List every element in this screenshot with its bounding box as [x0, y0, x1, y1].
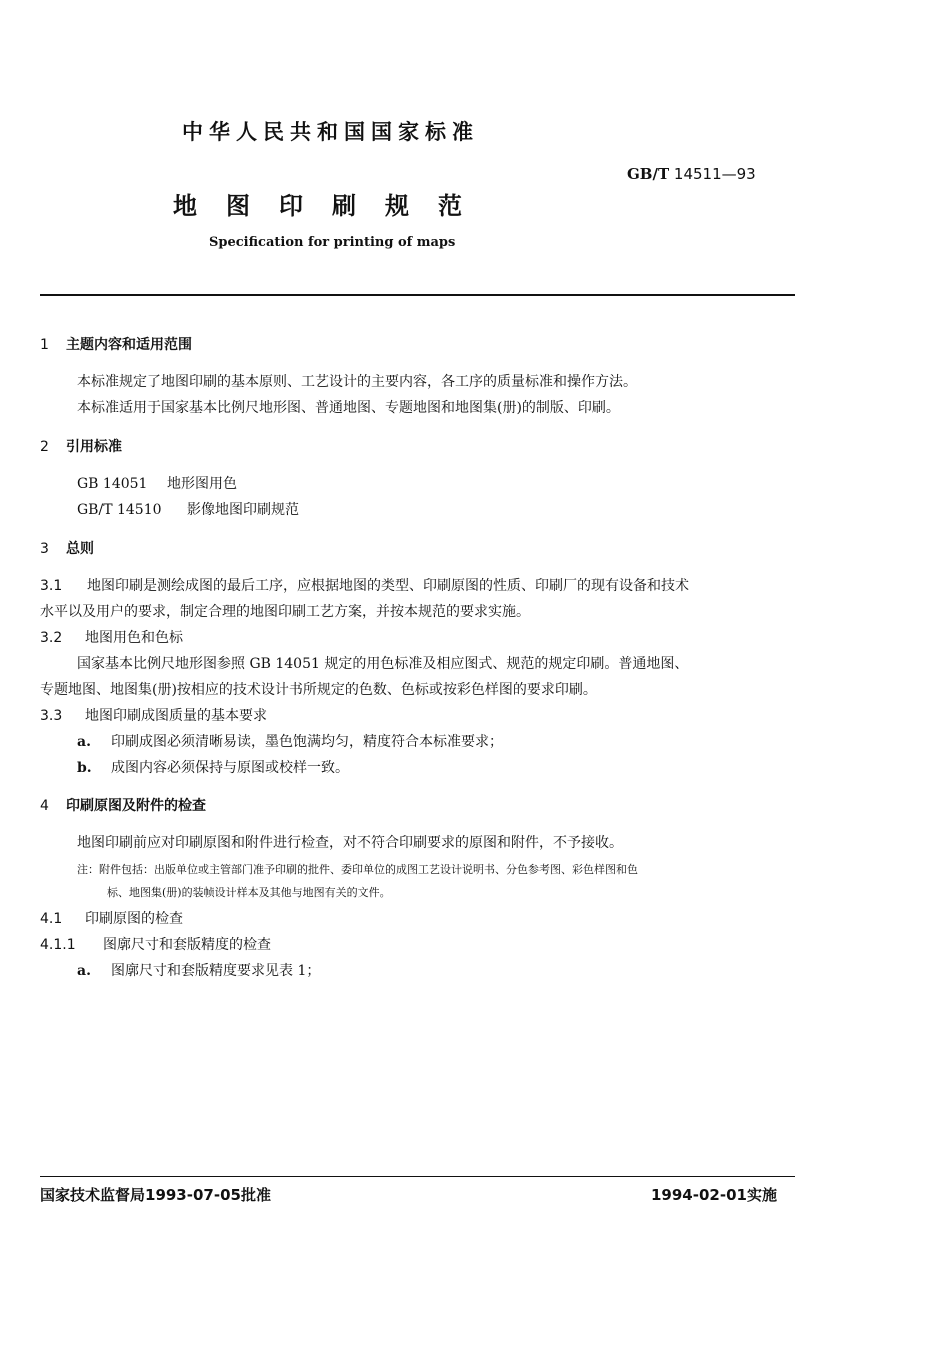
paragraph-continuation: 专题地图、地图集(册)按相应的技术设计书所规定的色数、色标或按彩色样图的要求印刷。 — [40, 682, 597, 698]
list-item-label: a. — [77, 963, 91, 979]
reference-item — [77, 499, 299, 519]
subsection-3-3 — [40, 705, 267, 725]
subsection-3-2 — [40, 627, 183, 647]
reference-name: 地形图用色 — [167, 476, 237, 492]
reference-code: GB/T 14510 — [77, 502, 162, 518]
paragraph: 地图印刷前应对印刷原图和附件进行检查，对不符合印刷要求的原图和附件，不予接收。 — [77, 835, 623, 851]
list-item — [77, 960, 320, 980]
section-4-heading — [40, 795, 206, 815]
subsection-title: 图廓尺寸和套版精度的检查 — [103, 937, 271, 953]
reference-name: 影像地图印刷规范 — [187, 502, 299, 518]
subsection-number: 3.2 — [40, 630, 63, 646]
section-number: 4 — [40, 798, 49, 814]
section-title: 总则 — [66, 541, 94, 557]
section-title: 引用标准 — [66, 439, 122, 455]
subsection-3-1 — [40, 575, 689, 595]
national-standard-heading: 中华人民共和国国家标准 — [182, 120, 479, 144]
document-title: 地图印刷规范 — [173, 192, 491, 220]
paragraph: 本标准适用于国家基本比例尺地形图、普通地图、专题地图和地图集(册)的制版、印刷。 — [77, 400, 620, 416]
section-3-heading — [40, 538, 94, 558]
paragraph: 地图印刷是测绘成图的最后工序，应根据地图的类型、印刷原图的性质、印刷厂的现有设备和技术 — [87, 578, 689, 594]
list-item-text: 印刷成图必须清晰易读，墨色饱满均匀，精度符合本标准要求； — [111, 734, 503, 750]
list-item-label: a. — [77, 734, 91, 750]
list-item-label: b. — [77, 760, 92, 776]
paragraph: 本标准规定了地图印刷的基本原则、工艺设计的主要内容，各工序的质量标准和操作方法。 — [77, 374, 637, 390]
reference-code: GB 14051 — [77, 476, 148, 492]
list-item — [77, 731, 503, 751]
footer-divider — [40, 1176, 795, 1177]
list-item — [77, 757, 349, 777]
section-title: 主题内容和适用范围 — [66, 337, 192, 353]
section-number: 2 — [40, 439, 49, 455]
subsection-4-1 — [40, 908, 183, 928]
subsection-number: 3.1 — [40, 578, 63, 594]
subsection-title: 印刷原图的检查 — [85, 911, 183, 927]
section-title: 印刷原图及附件的检查 — [66, 798, 206, 814]
subsection-title: 地图用色和色标 — [85, 630, 183, 646]
section-1-heading — [40, 334, 192, 354]
section-2-heading — [40, 436, 122, 456]
subsection-title: 地图印刷成图质量的基本要求 — [85, 708, 267, 724]
document-title-en: Specification for printing of maps — [209, 235, 456, 250]
subsection-number: 3.3 — [40, 708, 63, 724]
standard-number — [627, 165, 756, 183]
list-item-text: 成图内容必须保持与原图或校样一致。 — [111, 760, 349, 776]
approval-date: 国家技术监督局1993-07-05批准 — [40, 1186, 271, 1204]
paragraph: 国家基本比例尺地形图参照 GB 14051 规定的用色标准及相应图式、规范的规定印刷。普通地图、 — [77, 656, 689, 672]
list-item-text: 图廓尺寸和套版精度要求见表 1； — [111, 963, 321, 979]
header-divider — [40, 294, 795, 296]
implementation-date: 1994-02-01实施 — [651, 1186, 777, 1204]
standard-code: 14511—93 — [673, 165, 756, 183]
subsection-4-1-1 — [40, 934, 271, 954]
subsection-number: 4.1.1 — [40, 937, 76, 953]
subsection-number: 4.1 — [40, 911, 63, 927]
standard-prefix: GB/T — [627, 165, 670, 183]
section-number: 3 — [40, 541, 49, 557]
section-number: 1 — [40, 337, 49, 353]
note: 注：附件包括：出版单位或主管部门准予印刷的批件、委印单位的成图工艺设计说明书、分色参考图、彩色样图和色 — [77, 863, 638, 876]
paragraph-continuation: 水平以及用户的要求，制定合理的地图印刷工艺方案，并按本规范的要求实施。 — [40, 604, 530, 620]
reference-item — [77, 473, 237, 493]
note-continuation: 标、地图集(册)的装帧设计样本及其他与地图有关的文件。 — [107, 886, 391, 899]
